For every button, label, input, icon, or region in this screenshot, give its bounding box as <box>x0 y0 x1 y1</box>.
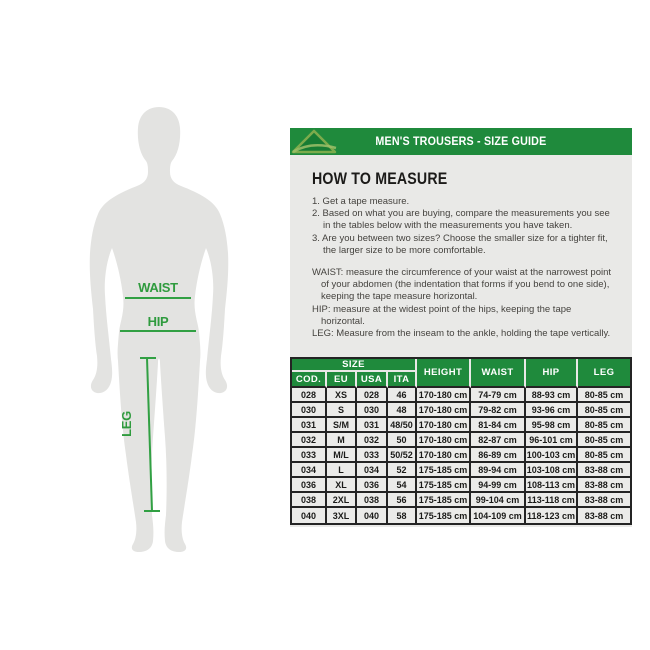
table-cell: 50/52 <box>388 448 417 463</box>
col-header-leg: LEG <box>578 359 630 388</box>
col-header-hip: HIP <box>526 359 578 388</box>
table-cell: 030 <box>292 403 327 418</box>
table-cell: 036 <box>292 478 327 493</box>
measure-step: 1. Get a tape measure. <box>312 196 410 207</box>
male-body-silhouette <box>90 107 229 552</box>
measure-step: 2. Based on what you are buying, compare the measurements you see in the tables below with the measurements you have taken. <box>312 208 610 232</box>
waist-label: WAIST <box>138 280 178 295</box>
table-row <box>292 508 630 523</box>
table-cell: 48 <box>388 403 417 418</box>
table-cell: 50 <box>388 433 417 448</box>
table-cell: 113-118 cm <box>526 493 578 508</box>
table-cell: 86-89 cm <box>471 448 526 463</box>
table-cell: 46 <box>388 388 417 403</box>
header-bar <box>290 128 632 155</box>
table-cell: 95-98 cm <box>526 418 578 433</box>
table-cell: 99-104 cm <box>471 493 526 508</box>
table-cell: S/M <box>327 418 357 433</box>
measure-note: WAIST: measure the circumference of your waist at the narrowest point of your abdomen (the indentation that forms if you bend to one side), keeping the tape measure horizontal. <box>312 267 612 303</box>
table-cell: 175-185 cm <box>417 463 471 478</box>
how-to-measure-section <box>312 155 616 340</box>
table-cell: 94-99 cm <box>471 478 526 493</box>
table-cell: 103-108 cm <box>526 463 578 478</box>
table-cell: 170-180 cm <box>417 403 471 418</box>
measure-steps <box>312 196 616 257</box>
measure-step: 3. Are you between two sizes? Choose the smaller size for a tighter fit, the larger size to be more comfortable. <box>312 232 608 256</box>
col-header-waist: WAIST <box>471 359 526 388</box>
table-cell: 83-88 cm <box>578 463 630 478</box>
table-cell: 83-88 cm <box>578 478 630 493</box>
leg-label: LEG <box>119 411 134 437</box>
table-row <box>292 493 630 508</box>
size-group-header: SIZE <box>292 359 417 372</box>
table-cell: 118-123 cm <box>526 508 578 523</box>
table-cell: 033 <box>292 448 327 463</box>
table-cell: 175-185 cm <box>417 478 471 493</box>
table-cell: 175-185 cm <box>417 493 471 508</box>
table-cell: 54 <box>388 478 417 493</box>
table-cell: 88-93 cm <box>526 388 578 403</box>
table-cell: 040 <box>357 508 388 523</box>
table-cell: 038 <box>357 493 388 508</box>
table-row <box>292 433 630 448</box>
col-header-height: HEIGHT <box>417 359 471 388</box>
table-cell: 104-109 cm <box>471 508 526 523</box>
measure-note: HIP: measure at the widest point of the hips, keeping the tape horizontal. <box>312 303 572 327</box>
col-header-eu: EU <box>327 372 357 388</box>
table-cell: 74-79 cm <box>471 388 526 403</box>
table-cell: 80-85 cm <box>578 448 630 463</box>
table-cell: M <box>327 433 357 448</box>
col-header-ita: ITA <box>388 372 417 388</box>
table-cell: 93-96 cm <box>526 403 578 418</box>
table-cell: 170-180 cm <box>417 388 471 403</box>
table-cell: 170-180 cm <box>417 448 471 463</box>
table-cell: L <box>327 463 357 478</box>
table-cell: 79-82 cm <box>471 403 526 418</box>
table-cell: S <box>327 403 357 418</box>
table-cell: 58 <box>388 508 417 523</box>
col-header-usa: USA <box>357 372 388 388</box>
table-row <box>292 403 630 418</box>
table-cell: 036 <box>357 478 388 493</box>
table-cell: 83-88 cm <box>578 493 630 508</box>
table-cell: 82-87 cm <box>471 433 526 448</box>
table-row <box>292 448 630 463</box>
table-cell: 028 <box>292 388 327 403</box>
table-cell: 80-85 cm <box>578 418 630 433</box>
table-cell: 3XL <box>327 508 357 523</box>
table-cell: 175-185 cm <box>417 508 471 523</box>
table-cell: 83-88 cm <box>584 510 624 521</box>
table-cell: 028 <box>357 388 388 403</box>
table-cell: 031 <box>292 418 327 433</box>
table-cell: 032 <box>292 433 327 448</box>
table-cell: 040 <box>292 508 327 523</box>
hip-label: HIP <box>147 314 169 329</box>
table-cell: 52 <box>388 463 417 478</box>
table-cell: 96-101 cm <box>526 433 578 448</box>
table-cell: 56 <box>388 493 417 508</box>
how-to-measure-title: HOW TO MEASURE <box>312 170 448 188</box>
table-cell: 034 <box>357 463 388 478</box>
table-cell: 034 <box>292 463 327 478</box>
table-cell: 033 <box>357 448 388 463</box>
table-cell: 80-85 cm <box>578 388 630 403</box>
table-cell: XS <box>327 388 357 403</box>
table-cell: 170-180 cm <box>417 433 471 448</box>
col-header-cod: COD. <box>292 372 327 388</box>
table-cell: 80-85 cm <box>578 433 630 448</box>
table-cell: M/L <box>327 448 357 463</box>
table-row <box>292 463 630 478</box>
table-cell: 80-85 cm <box>578 403 630 418</box>
table-cell: 038 <box>292 493 327 508</box>
page-title: MEN'S TROUSERS - SIZE GUIDE <box>375 135 547 148</box>
size-guide-panel <box>290 128 632 527</box>
table-cell: 2XL <box>327 493 357 508</box>
table-row <box>292 418 630 433</box>
table-cell: 108-113 cm <box>526 478 578 493</box>
measure-note: LEG: Measure from the inseam to the ankle, holding the tape vertically. <box>312 328 611 340</box>
table-cell: XL <box>327 478 357 493</box>
table-cell: 170-180 cm <box>417 418 471 433</box>
table-cell: 032 <box>357 433 388 448</box>
table-row <box>292 478 630 493</box>
table-row <box>292 388 630 403</box>
table-cell: 030 <box>357 403 388 418</box>
measure-notes <box>312 267 616 340</box>
size-table-body <box>292 388 630 523</box>
size-table <box>290 357 632 525</box>
table-cell: 031 <box>357 418 388 433</box>
table-cell: 89-94 cm <box>471 463 526 478</box>
table-cell: 100-103 cm <box>526 448 578 463</box>
table-cell: 81-84 cm <box>471 418 526 433</box>
table-cell: 48/50 <box>388 418 417 433</box>
brand-logo-icon <box>291 128 337 155</box>
